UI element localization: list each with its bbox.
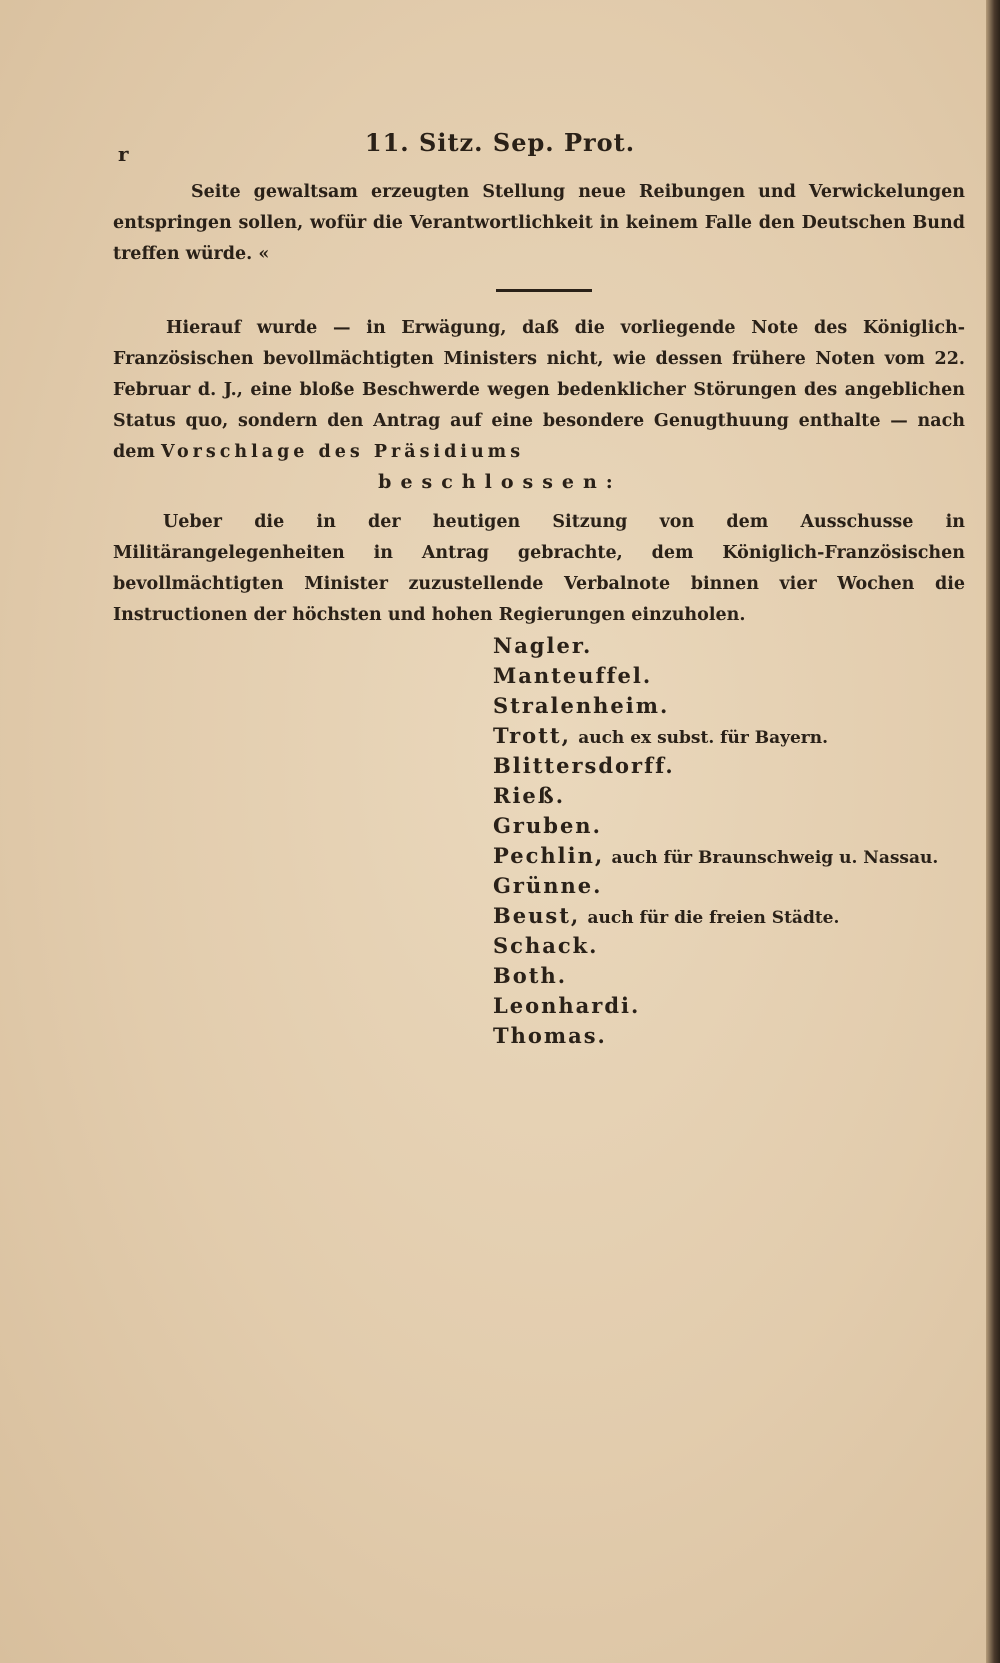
corner-mark: r bbox=[118, 142, 129, 166]
signatory-item bbox=[493, 751, 938, 781]
signatory-name: Trott, bbox=[493, 723, 571, 748]
signatory-name: Pechlin, bbox=[493, 843, 605, 868]
signatory-name: Nagler. bbox=[493, 633, 593, 658]
signatory-note: auch für Braunschweig u. Nassau. bbox=[611, 848, 939, 868]
signatory-name: Blittersdorff. bbox=[493, 753, 675, 778]
signatory-name: Grünne. bbox=[493, 873, 603, 898]
section-divider bbox=[496, 289, 592, 292]
page-header: 11. Sitz. Sep. Prot. bbox=[364, 128, 636, 157]
signatory-item bbox=[493, 841, 938, 871]
paragraph-resolution-preamble bbox=[113, 313, 965, 468]
signatory-name: Gruben. bbox=[493, 813, 602, 838]
resolved-heading: beschlossen: bbox=[378, 471, 622, 493]
signatory-item bbox=[493, 811, 938, 841]
preamble-spaced-text: Vorschlage des Präsidiums bbox=[160, 442, 525, 462]
signatory-name: Rieß. bbox=[493, 783, 566, 808]
page-binding-edge bbox=[986, 0, 1000, 1663]
signatory-name: Manteuffel. bbox=[493, 663, 653, 688]
signatory-item bbox=[493, 1021, 938, 1051]
paragraph-resolution: Ueber die in der heutigen Sitzung von dem Ausschusse in Militärangelegenheiten in Antrag gebrachte, dem Königlich-Französischen bevollmächtigten Minister zuzustellende Verbalnote binnen vier Wochen die Instructionen der höchsten und hohen Regierungen einzuholen. bbox=[113, 512, 965, 625]
signatory-item bbox=[493, 631, 938, 661]
paragraph-continuation: Seite gewaltsam erzeugten Stellung neue Reibungen und Verwickelungen entspringen sollen, wofür die Verantwortlichkeit in keinem Falle den Deutschen Bund treffen würde. « bbox=[113, 182, 965, 264]
signatory-item bbox=[493, 931, 938, 961]
signatory-name: Stralenheim. bbox=[493, 693, 670, 718]
signatory-name: Thomas. bbox=[493, 1023, 607, 1048]
signatory-item bbox=[493, 871, 938, 901]
signatory-item bbox=[493, 721, 938, 751]
signatory-item bbox=[493, 991, 938, 1021]
signatory-item bbox=[493, 661, 938, 691]
signatory-item bbox=[493, 961, 938, 991]
preamble-text: Hierauf wurde — in Erwägung, daß die vorliegende Note des Königlich-Französischen bevollmächtigten Ministers nicht, wie dessen frühere Noten vom 22. Februar d. J., eine bloße Beschwerde wegen bedenklicher Störungen des angeblichen Status quo, sondern den Antrag auf eine besondere Genugthuung enthalte — nach dem bbox=[113, 318, 965, 462]
signatory-note: auch ex subst. für Bayern. bbox=[578, 728, 829, 748]
signatory-name: Schack. bbox=[493, 933, 599, 958]
signatory-item bbox=[493, 691, 938, 721]
signatory-name: Beust, bbox=[493, 903, 581, 928]
signatory-item bbox=[493, 781, 938, 811]
signatory-name: Leonhardi. bbox=[493, 993, 641, 1018]
signatory-list bbox=[493, 631, 938, 1051]
signatory-name: Both. bbox=[493, 963, 568, 988]
signatory-item bbox=[493, 901, 938, 931]
signatory-note: auch für die freien Städte. bbox=[587, 908, 840, 928]
